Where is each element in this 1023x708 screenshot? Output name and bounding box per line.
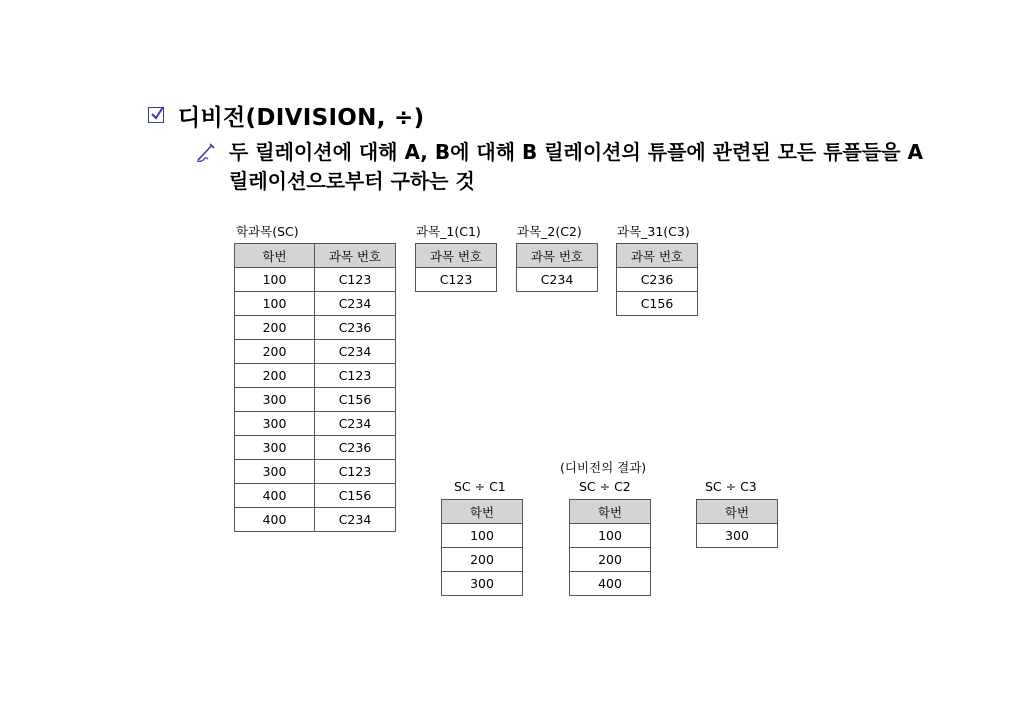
table-row <box>235 316 396 340</box>
table-cell: 100 <box>235 292 315 316</box>
result-c3-table <box>696 499 778 548</box>
table-cell: 400 <box>235 484 315 508</box>
c2-table <box>516 243 598 292</box>
table-cell: C234 <box>517 268 598 292</box>
c2-table-caption: 과목_2(C2) <box>517 224 582 239</box>
table-cell: 400 <box>570 572 651 596</box>
table-row <box>442 548 523 572</box>
table-cell: C123 <box>315 268 396 292</box>
table-cell: C234 <box>315 340 396 364</box>
table-cell: 100 <box>235 268 315 292</box>
column-header: 학번 <box>235 244 315 268</box>
section-heading <box>148 98 424 132</box>
table-cell: C123 <box>315 364 396 388</box>
table-cell: C156 <box>617 292 698 316</box>
table-cell: 300 <box>442 572 523 596</box>
table-cell: 100 <box>442 524 523 548</box>
table-cell: C234 <box>315 292 396 316</box>
column-header: 과목 번호 <box>617 244 698 268</box>
table-cell: C236 <box>617 268 698 292</box>
column-header: 과목 번호 <box>416 244 497 268</box>
table-row <box>517 268 598 292</box>
column-header: 과목 번호 <box>517 244 598 268</box>
writing-hand-icon <box>195 141 217 163</box>
table-row <box>235 436 396 460</box>
c1-table-caption: 과목_1(C1) <box>416 224 481 239</box>
result-c2-table <box>569 499 651 596</box>
table-row <box>570 548 651 572</box>
results-caption: (디비전의 결과) <box>560 460 647 475</box>
table-row <box>416 268 497 292</box>
heading-title: 디비전(DIVISION, ÷) <box>178 104 425 131</box>
c3-table-caption: 과목_31(C3) <box>617 224 690 239</box>
table-cell: 300 <box>235 436 315 460</box>
table-row <box>235 508 396 532</box>
table-cell: C234 <box>315 412 396 436</box>
table-cell: C123 <box>416 268 497 292</box>
table-cell: C236 <box>315 436 396 460</box>
table-row <box>697 524 778 548</box>
table-cell: 400 <box>235 508 315 532</box>
table-cell: 200 <box>442 548 523 572</box>
table-cell: C234 <box>315 508 396 532</box>
table-cell: 200 <box>235 364 315 388</box>
table-cell: C156 <box>315 388 396 412</box>
description-item <box>195 138 935 196</box>
table-row <box>617 292 698 316</box>
table-cell: 300 <box>235 412 315 436</box>
column-header: 학번 <box>697 500 778 524</box>
table-cell: 300 <box>697 524 778 548</box>
column-header: 학번 <box>442 500 523 524</box>
r2-table-caption: SC ÷ C2 <box>579 479 631 494</box>
table-row <box>235 412 396 436</box>
table-row <box>617 268 698 292</box>
sc-table-caption: 학과목(SC) <box>236 224 299 239</box>
r3-table-caption: SC ÷ C3 <box>705 479 757 494</box>
table-cell: 300 <box>235 388 315 412</box>
c1-table <box>415 243 497 292</box>
table-cell: 200 <box>570 548 651 572</box>
table-row <box>235 460 396 484</box>
table-cell: 200 <box>235 316 315 340</box>
table-row <box>442 572 523 596</box>
r1-table-caption: SC ÷ C1 <box>454 479 506 494</box>
table-cell: 200 <box>235 340 315 364</box>
table-row <box>570 524 651 548</box>
table-cell: 300 <box>235 460 315 484</box>
table-cell: C156 <box>315 484 396 508</box>
checkbox-checked-icon <box>148 107 164 123</box>
result-c1-table <box>441 499 523 596</box>
table-cell: C236 <box>315 316 396 340</box>
table-cell: C123 <box>315 460 396 484</box>
table-row <box>235 484 396 508</box>
table-row <box>442 524 523 548</box>
table-row <box>570 572 651 596</box>
table-row <box>235 388 396 412</box>
table-row <box>235 340 396 364</box>
table-row <box>235 268 396 292</box>
sc-table <box>234 243 396 532</box>
column-header: 과목 번호 <box>315 244 396 268</box>
table-row <box>235 364 396 388</box>
column-header: 학번 <box>570 500 651 524</box>
table-row <box>235 292 396 316</box>
description-text: 두 릴레이션에 대해 A, B에 대해 B 릴레이션의 튜플에 관련된 모든 튜플들을 A 릴레이션으로부터 구하는 것 <box>229 140 923 193</box>
table-cell: 100 <box>570 524 651 548</box>
c3-table <box>616 243 698 316</box>
